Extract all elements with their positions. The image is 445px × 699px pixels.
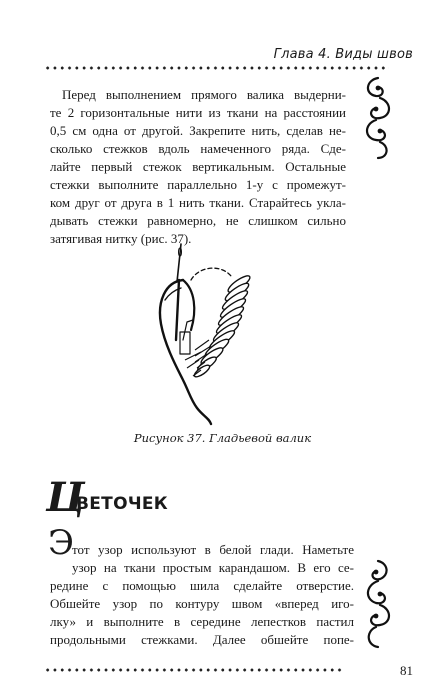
page-number: 81: [400, 663, 413, 678]
text-line: продольными стежками. Далее обшейте попе-: [50, 632, 354, 647]
text-line: Перед выполнением прямого валика выдерни-: [62, 87, 346, 102]
needle-stitch-illustration: [135, 240, 285, 430]
text-line: тот узор используют в белой глади. Наметьте: [72, 542, 354, 557]
text-line: лку» и выполните в середине лепестков пастил: [50, 614, 354, 629]
text-line: ком друг от друга в 1 нить ткани. Старайтесь укла-: [50, 195, 346, 210]
footer-dotted-rule: [44, 667, 344, 673]
heading-initial-letter: Ц: [46, 474, 85, 521]
text-line: редине с помощью шила сделайте отверстие.: [50, 578, 354, 593]
running-header: Глава 4. Виды швов: [273, 47, 413, 62]
text-line: сколько стежков вдоль намеченного ряда. Сде-: [50, 141, 346, 156]
figure-caption: Рисунок 37. Гладьевой валик: [133, 431, 312, 445]
text-line: те 2 горизонтальные нити из ткани на расстоянии: [50, 105, 346, 120]
swirl-ornament-icon: [358, 557, 398, 652]
text-line: дывать стежки равномерно, не слишком сильно: [50, 213, 346, 228]
text-line: стежки выполните параллельно 1-у с промежут-: [50, 177, 346, 192]
swirl-ornament-icon: [358, 74, 398, 162]
heading-text: ВЕТОЧЕК: [76, 494, 168, 514]
text-line: 0,5 см одна от другой. Закрепите нить, сделав не-: [50, 123, 346, 138]
text-line: Обшейте узор по контуру швом «вперед иго-: [50, 596, 354, 611]
text-line: узор на ткани простым карандашом. В его се-: [72, 560, 354, 575]
text-line: затягивая нитку (рис. 37).: [50, 231, 192, 246]
drop-cap: Э: [48, 523, 75, 563]
text-line: лайте первый стежок вертикальным. Остальные: [50, 159, 346, 174]
header-dotted-rule: [44, 65, 389, 71]
